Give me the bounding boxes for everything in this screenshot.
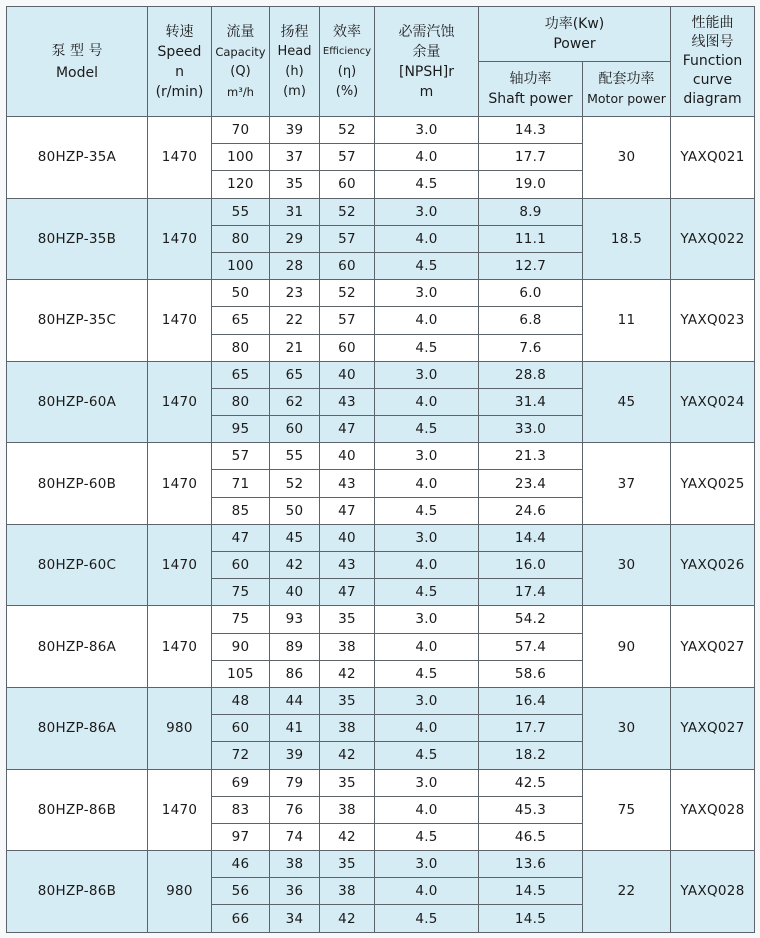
model-cell: 80HZP-35C [7,280,148,362]
head-cell: 21 [270,334,320,361]
head-cell: 89 [270,633,320,660]
curve-diagram-cell: YAXQ025 [671,443,755,525]
efficiency-cell: 60 [320,171,375,198]
shaft-power-cell: 14.4 [479,524,583,551]
npsh-cell: 4.0 [375,225,479,252]
head-cell: 28 [270,252,320,279]
head-cell: 38 [270,851,320,878]
model-cell: 80HZP-35A [7,117,148,199]
shaft-power-cell: 21.3 [479,443,583,470]
shaft-power-cell: 17.4 [479,579,583,606]
npsh-cell: 3.0 [375,443,479,470]
speed-cell: 1470 [148,198,212,280]
npsh-cell: 4.5 [375,742,479,769]
head-cell: 76 [270,796,320,823]
shaft-power-cell: 19.0 [479,171,583,198]
npsh-cell: 4.0 [375,715,479,742]
shaft-power-cell: 57.4 [479,633,583,660]
shaft-power-cell: 24.6 [479,497,583,524]
speed-cell: 1470 [148,117,212,199]
head-cell: 65 [270,361,320,388]
efficiency-cell: 52 [320,198,375,225]
efficiency-cell: 38 [320,715,375,742]
npsh-cell: 4.0 [375,878,479,905]
motor-power-cell: 30 [583,524,671,606]
curve-diagram-cell: YAXQ021 [671,117,755,199]
shaft-power-cell: 28.8 [479,361,583,388]
efficiency-cell: 38 [320,796,375,823]
npsh-cell: 4.0 [375,796,479,823]
model-cell: 80HZP-35B [7,198,148,280]
capacity-cell: 69 [212,769,270,796]
npsh-cell: 4.0 [375,633,479,660]
head-cell: 50 [270,497,320,524]
efficiency-cell: 38 [320,633,375,660]
table-row [7,117,755,144]
head-cell: 34 [270,905,320,932]
capacity-cell: 55 [212,198,270,225]
motor-power-cell: 11 [583,280,671,362]
capacity-cell: 100 [212,252,270,279]
capacity-cell: 71 [212,470,270,497]
shaft-power-cell: 14.5 [479,878,583,905]
motor-power-cell: 22 [583,851,671,933]
efficiency-cell: 35 [320,606,375,633]
efficiency-cell: 60 [320,334,375,361]
capacity-cell: 56 [212,878,270,905]
efficiency-cell: 52 [320,280,375,307]
capacity-cell: 65 [212,361,270,388]
model-cell: 80HZP-60A [7,361,148,443]
capacity-cell: 120 [212,171,270,198]
npsh-cell: 4.5 [375,579,479,606]
efficiency-cell: 47 [320,497,375,524]
pump-spec-table [6,6,755,933]
shaft-power-cell: 14.5 [479,905,583,932]
table-row [7,524,755,551]
shaft-power-cell: 31.4 [479,388,583,415]
head-cell: 45 [270,524,320,551]
npsh-cell: 4.0 [375,388,479,415]
model-cell: 80HZP-86A [7,606,148,688]
efficiency-cell: 43 [320,552,375,579]
shaft-power-cell: 33.0 [479,416,583,443]
capacity-cell: 50 [212,280,270,307]
speed-cell: 1470 [148,443,212,525]
curve-diagram-cell: YAXQ028 [671,769,755,851]
head-cell: 35 [270,171,320,198]
head-cell: 22 [270,307,320,334]
head-cell: 42 [270,552,320,579]
efficiency-cell: 42 [320,660,375,687]
efficiency-cell: 40 [320,443,375,470]
capacity-cell: 100 [212,144,270,171]
capacity-cell: 97 [212,823,270,850]
head-cell: 62 [270,388,320,415]
capacity-cell: 105 [212,660,270,687]
table-header [7,7,755,117]
head-cell: 31 [270,198,320,225]
table-row [7,769,755,796]
npsh-cell: 4.0 [375,552,479,579]
npsh-cell: 4.5 [375,416,479,443]
efficiency-cell: 40 [320,524,375,551]
npsh-cell: 3.0 [375,687,479,714]
capacity-cell: 65 [212,307,270,334]
motor-power-cell: 37 [583,443,671,525]
npsh-cell: 3.0 [375,606,479,633]
shaft-power-cell: 17.7 [479,715,583,742]
header-motor-power: 配套功率 Motor power [583,62,671,117]
npsh-cell: 4.5 [375,660,479,687]
efficiency-cell: 35 [320,769,375,796]
npsh-cell: 4.0 [375,307,479,334]
head-cell: 36 [270,878,320,905]
curve-diagram-cell: YAXQ028 [671,851,755,933]
shaft-power-cell: 58.6 [479,660,583,687]
shaft-power-cell: 46.5 [479,823,583,850]
head-cell: 23 [270,280,320,307]
shaft-power-cell: 12.7 [479,252,583,279]
npsh-cell: 3.0 [375,117,479,144]
motor-power-cell: 75 [583,769,671,851]
table-row [7,198,755,225]
shaft-power-cell: 18.2 [479,742,583,769]
curve-diagram-cell: YAXQ027 [671,687,755,769]
model-cell: 80HZP-86B [7,851,148,933]
table-row [7,443,755,470]
header-power: 功率(Kw) Power [479,7,671,62]
header-capacity: 流量 Capacity (Q) m³/h [212,7,270,117]
header-efficiency: 效率 Efficiency (η) (%) [320,7,375,117]
shaft-power-cell: 45.3 [479,796,583,823]
motor-power-cell: 18.5 [583,198,671,280]
capacity-cell: 47 [212,524,270,551]
capacity-cell: 83 [212,796,270,823]
head-cell: 52 [270,470,320,497]
shaft-power-cell: 16.0 [479,552,583,579]
capacity-cell: 60 [212,552,270,579]
efficiency-cell: 60 [320,252,375,279]
efficiency-cell: 43 [320,470,375,497]
table-row [7,687,755,714]
table-row [7,361,755,388]
motor-power-cell: 30 [583,687,671,769]
npsh-cell: 4.5 [375,252,479,279]
head-cell: 93 [270,606,320,633]
capacity-cell: 85 [212,497,270,524]
head-cell: 39 [270,742,320,769]
speed-cell: 1470 [148,606,212,688]
curve-diagram-cell: YAXQ023 [671,280,755,362]
header-speed: 转速 Speed n (r/min) [148,7,212,117]
model-cell: 80HZP-60B [7,443,148,525]
npsh-cell: 3.0 [375,361,479,388]
table-row [7,280,755,307]
shaft-power-cell: 54.2 [479,606,583,633]
head-cell: 74 [270,823,320,850]
header-curve: 性能曲 线图号 Function curve diagram [671,7,755,117]
capacity-cell: 75 [212,606,270,633]
efficiency-cell: 52 [320,117,375,144]
efficiency-cell: 42 [320,905,375,932]
npsh-cell: 4.5 [375,905,479,932]
header-shaft-power: 轴功率 Shaft power [479,62,583,117]
capacity-cell: 80 [212,225,270,252]
npsh-cell: 4.5 [375,497,479,524]
capacity-cell: 66 [212,905,270,932]
efficiency-cell: 38 [320,878,375,905]
efficiency-cell: 40 [320,361,375,388]
shaft-power-cell: 42.5 [479,769,583,796]
head-cell: 39 [270,117,320,144]
head-cell: 41 [270,715,320,742]
capacity-cell: 80 [212,388,270,415]
shaft-power-cell: 16.4 [479,687,583,714]
capacity-cell: 90 [212,633,270,660]
npsh-cell: 3.0 [375,280,479,307]
efficiency-cell: 35 [320,851,375,878]
shaft-power-cell: 8.9 [479,198,583,225]
model-cell: 80HZP-86B [7,769,148,851]
capacity-cell: 57 [212,443,270,470]
curve-diagram-cell: YAXQ026 [671,524,755,606]
capacity-cell: 72 [212,742,270,769]
npsh-cell: 4.0 [375,144,479,171]
head-cell: 40 [270,579,320,606]
model-cell: 80HZP-60C [7,524,148,606]
head-cell: 79 [270,769,320,796]
efficiency-cell: 47 [320,416,375,443]
efficiency-cell: 57 [320,144,375,171]
capacity-cell: 75 [212,579,270,606]
efficiency-cell: 35 [320,687,375,714]
motor-power-cell: 90 [583,606,671,688]
shaft-power-cell: 23.4 [479,470,583,497]
header-model: 泵 型 号 Model [7,7,148,117]
shaft-power-cell: 17.7 [479,144,583,171]
shaft-power-cell: 7.6 [479,334,583,361]
head-cell: 55 [270,443,320,470]
head-cell: 86 [270,660,320,687]
shaft-power-cell: 6.0 [479,280,583,307]
npsh-cell: 3.0 [375,851,479,878]
curve-diagram-cell: YAXQ024 [671,361,755,443]
shaft-power-cell: 6.8 [479,307,583,334]
capacity-cell: 48 [212,687,270,714]
efficiency-cell: 57 [320,307,375,334]
efficiency-cell: 47 [320,579,375,606]
speed-cell: 1470 [148,280,212,362]
efficiency-cell: 43 [320,388,375,415]
efficiency-cell: 42 [320,742,375,769]
speed-cell: 980 [148,687,212,769]
npsh-cell: 4.5 [375,334,479,361]
shaft-power-cell: 11.1 [479,225,583,252]
capacity-cell: 46 [212,851,270,878]
head-cell: 44 [270,687,320,714]
capacity-cell: 60 [212,715,270,742]
capacity-cell: 95 [212,416,270,443]
head-cell: 37 [270,144,320,171]
header-head: 扬程 Head (h) (m) [270,7,320,117]
curve-diagram-cell: YAXQ022 [671,198,755,280]
npsh-cell: 3.0 [375,769,479,796]
head-cell: 29 [270,225,320,252]
capacity-cell: 70 [212,117,270,144]
motor-power-cell: 30 [583,117,671,199]
header-npsh: 必需汽蚀 余量 [NPSH]r m [375,7,479,117]
npsh-cell: 4.5 [375,171,479,198]
speed-cell: 980 [148,851,212,933]
table-body [7,117,755,933]
npsh-cell: 3.0 [375,198,479,225]
model-cell: 80HZP-86A [7,687,148,769]
efficiency-cell: 42 [320,823,375,850]
capacity-cell: 80 [212,334,270,361]
speed-cell: 1470 [148,769,212,851]
table-row [7,606,755,633]
speed-cell: 1470 [148,524,212,606]
npsh-cell: 3.0 [375,524,479,551]
npsh-cell: 4.0 [375,470,479,497]
shaft-power-cell: 13.6 [479,851,583,878]
speed-cell: 1470 [148,361,212,443]
curve-diagram-cell: YAXQ027 [671,606,755,688]
shaft-power-cell: 14.3 [479,117,583,144]
npsh-cell: 4.5 [375,823,479,850]
head-cell: 60 [270,416,320,443]
motor-power-cell: 45 [583,361,671,443]
efficiency-cell: 57 [320,225,375,252]
table-row [7,851,755,878]
